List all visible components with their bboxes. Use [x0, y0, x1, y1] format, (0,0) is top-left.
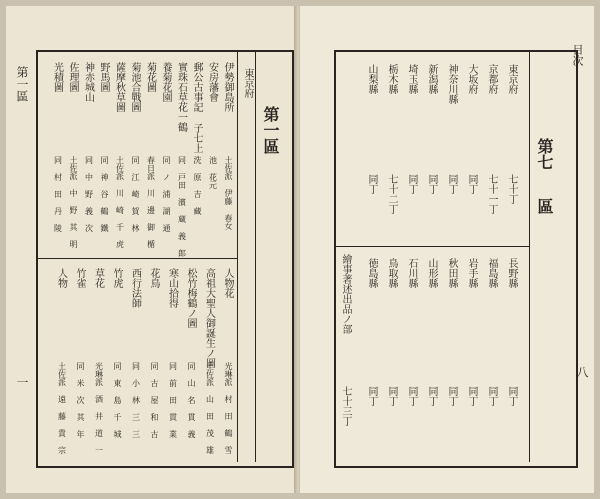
right-page-number: 八 — [575, 366, 589, 378]
entry-artist: 洗 原 吉 藏 — [193, 156, 202, 215]
entry-artist: 同 米 次 其 年 — [76, 362, 85, 438]
prefecture-name: 山梨縣 — [366, 64, 377, 94]
left-page — [6, 6, 296, 493]
entry-title: 神赤城山 — [82, 62, 94, 102]
entry-artist: 土佐派 中 野 其 明 — [69, 156, 78, 248]
entry-artist: 土佐派 山 田 茂 雄 — [205, 362, 215, 454]
note-text: 繪事著述出品ノ部 — [340, 254, 351, 334]
entry-title: 竹虎 — [111, 268, 122, 288]
page-ref: 同丁 — [366, 174, 377, 194]
prefecture-name: 長野縣 — [506, 258, 517, 288]
entry-artist: 同 古 屋 和 古 — [150, 362, 159, 438]
prefecture-name: 京都府 — [486, 64, 497, 94]
entry-title: 草花 — [92, 268, 104, 288]
entry-title: 菊花圖 — [144, 62, 156, 92]
district-location: 東京府 — [242, 68, 253, 98]
page-ref: 七十二丁 — [386, 174, 397, 214]
page-ref: 同丁 — [366, 386, 377, 406]
prefecture-name: 栃木縣 — [386, 64, 397, 94]
entry-title: 松竹梅鶴ノ圖 — [185, 268, 196, 328]
entry-title: 養菊花園 — [160, 62, 171, 102]
prefecture-name: 新潟縣 — [426, 64, 437, 94]
column-divider — [529, 52, 530, 462]
entry-artist: 同 山 名 貫 義 — [187, 362, 196, 438]
note-pages: 七十三丁 — [340, 386, 351, 426]
block-divider — [38, 258, 237, 259]
page-ref: 同丁 — [426, 174, 437, 194]
entry-title: 菊池合戰圖 — [129, 62, 140, 112]
entry-artist: 池 花元 — [208, 156, 218, 189]
right-page — [300, 6, 594, 493]
prefecture-name: 埼玉縣 — [406, 64, 417, 94]
page-ref: 同丁 — [426, 386, 437, 406]
prefecture-name: 大坂府 — [466, 64, 477, 94]
prefecture-name: 神奈川縣 — [446, 64, 457, 104]
entry-artist: 同 戸田 濱 蔵 義 郎 — [177, 156, 187, 257]
entry-artist: 光琳派 村 田 鶴 雪 — [224, 362, 233, 454]
page-ref: 同丁 — [446, 386, 457, 406]
entry-title: 西行法師 — [129, 268, 141, 308]
page-ref: 同丁 — [486, 386, 497, 406]
entry-title: 寒山拾得 — [166, 268, 178, 308]
entry-title: 薩摩秋草圖 — [113, 62, 125, 112]
entry-artist: 同 村 田 丹 陵 — [53, 156, 63, 232]
page-ref: 七十丁 — [506, 174, 517, 204]
entry-artist: 土佐派 川 崎 千 虎 — [115, 156, 125, 248]
page-ref: 同丁 — [386, 386, 397, 406]
entry-artist: 同 中 野 義 次 — [84, 156, 94, 232]
page-ref: 同丁 — [506, 386, 517, 406]
entry-title: 伊勢御島所 — [222, 62, 233, 112]
entry-title: 人物 — [55, 268, 67, 288]
entry-artist: 光琳派 酒 井 道 一 — [94, 362, 104, 454]
section-title: 第七 — [535, 138, 554, 170]
prefecture-name: 鳥取縣 — [386, 258, 397, 288]
left-margin-label: 第一區 — [15, 66, 29, 102]
prefecture-name: 秋田縣 — [446, 258, 457, 288]
entry-artist: 同 前 田 貫 業 — [168, 362, 178, 438]
entry-artist: 春日派 川 邊 御 楯 — [146, 156, 156, 248]
entry-title: 野馬圖 — [98, 62, 109, 92]
entry-title: 實珠石草花一鶴 — [175, 62, 187, 132]
page-ref: 七十一丁 — [486, 174, 497, 214]
entry-title: 高祖大聖人御誕生ノ圖 — [203, 268, 215, 368]
block-divider — [336, 246, 529, 247]
page-ref: 同丁 — [406, 386, 417, 406]
page-ref: 同丁 — [466, 174, 477, 194]
left-page-number: 一 — [15, 376, 29, 388]
entry-artist: 同 神 谷 鶴 鐵 — [100, 156, 109, 232]
entry-title: 郵公古事記 子七上 — [191, 62, 202, 153]
page-ref: 同丁 — [466, 386, 477, 406]
entry-artist: 同 ノ 浦 湖 通 — [162, 156, 171, 232]
entry-title: 安房藩會 — [206, 62, 218, 102]
prefecture-name: 東京府 — [506, 64, 517, 94]
column-divider — [237, 52, 238, 462]
entry-title: 人物花 — [222, 268, 233, 298]
prefecture-name: 石川縣 — [406, 258, 417, 288]
section-district: 區 — [535, 198, 554, 214]
entry-artist: 同 東 島 千 城 — [113, 362, 122, 438]
entry-artist: 土佐派 遠 藤 貴 宗 — [57, 362, 67, 454]
entry-title: 花鳥 — [148, 268, 159, 288]
right-margin-label: 目次 — [571, 44, 584, 66]
page-ref: 同丁 — [406, 174, 417, 194]
district-title: 第一區 — [261, 106, 280, 154]
entry-title: 光積圖 — [51, 62, 63, 92]
prefecture-name: 岩手縣 — [466, 258, 477, 288]
column-divider — [255, 52, 256, 462]
entry-artist: 土佐派 伊藤 春女 — [224, 156, 233, 230]
prefecture-name: 福島縣 — [486, 258, 497, 288]
page-ref: 同丁 — [446, 174, 457, 194]
entry-artist: 同 小 林 三 三 — [131, 362, 141, 438]
entry-title: 竹雀 — [74, 268, 85, 288]
entry-title: 佐理圖 — [67, 62, 78, 92]
prefecture-name: 山形縣 — [426, 258, 437, 288]
prefecture-name: 徳島縣 — [366, 258, 377, 288]
entry-artist: 同 江 崎 賀 林 — [131, 156, 140, 232]
